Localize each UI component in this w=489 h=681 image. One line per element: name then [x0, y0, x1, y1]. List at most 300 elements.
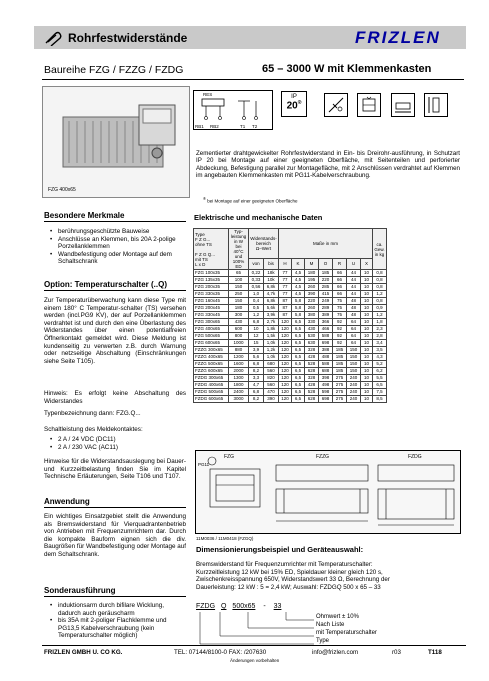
table-cell: 488 [319, 354, 333, 361]
code-legend [316, 613, 377, 645]
table-cell: 150 [347, 368, 361, 375]
data-table [193, 228, 387, 403]
schematic-label: RES [203, 92, 213, 97]
table-cell: 10 [361, 382, 373, 389]
design-note: Hinweise für die Widerstandsauslegung bei Dauer- und Kurzzeitbelastung finden Sie im Kapitel Technische Erläuterungen, Seite T106 und T107. [44, 458, 186, 481]
table-cell: 300 [229, 312, 249, 319]
table-cell: 1000 [229, 340, 249, 347]
table-cell: 6,8 [249, 361, 264, 368]
table-cell: 5,6k [264, 305, 279, 312]
code-ohm: 33 [273, 603, 282, 610]
table-cell: 6,5 [292, 389, 305, 396]
wall-mount-icon [357, 93, 381, 117]
table-cell: 8,2 [249, 368, 264, 375]
ip-rating-badge [281, 91, 307, 117]
table-cell: 10 [249, 326, 264, 333]
table-cell: FZDG 300x65 [194, 375, 229, 382]
mounting-icon [324, 93, 348, 117]
table-cell: 185 [333, 368, 347, 375]
table-cell: 6,5 [373, 382, 387, 389]
legend-type: Type [316, 638, 330, 644]
table-cell: 2,8 [373, 333, 387, 340]
table-cell: 92 [333, 326, 347, 333]
special-title: Sonderausführung [44, 586, 116, 595]
table-cell: 48 [347, 312, 361, 319]
table-cell: 77 [279, 270, 292, 277]
divider [42, 645, 466, 646]
table-cell: 92 [333, 340, 347, 347]
table-cell: 328 [305, 347, 319, 354]
features-title: Besondere Merkmale [44, 211, 125, 220]
table-row [194, 354, 387, 361]
table-cell: 6,5 [292, 368, 305, 375]
table-cell: 600 [229, 326, 249, 333]
order-code [196, 603, 281, 610]
table-cell: 87 [279, 305, 292, 312]
table-cell: 220 [319, 277, 333, 284]
terminal-t1: T1 [240, 124, 246, 129]
flat-mount-icon [391, 93, 415, 117]
table-cell: 12 [249, 333, 264, 340]
table-cell: 240 [347, 396, 361, 403]
table-cell: 150 [347, 354, 361, 361]
table-cell: 275 [333, 396, 347, 403]
table-cell: 10 [361, 312, 373, 319]
col-power: Typ- leistung in W bei 40°C und 100% ED [229, 229, 249, 270]
ip-mark: ® [297, 100, 302, 106]
table-row [194, 312, 387, 319]
code-dash: - [263, 603, 266, 610]
table-cell: 10 [361, 396, 373, 403]
table-cell: 10 [361, 319, 373, 326]
table-cell: 10 [361, 368, 373, 375]
table-cell: 1,2 [249, 312, 264, 319]
table-cell: 1,0 [249, 291, 264, 298]
table-cell: 240 [347, 382, 361, 389]
features-list [48, 228, 188, 266]
table-cell: 185 [333, 347, 347, 354]
table-cell: 0,4 [249, 298, 264, 305]
legend-ohm: Ohmwert ± 10% [316, 614, 359, 620]
table-cell: 5,6 [249, 354, 264, 361]
table-cell: 120 [279, 389, 292, 396]
table-cell: 10 [361, 340, 373, 347]
table-cell: FZG 300x65 [194, 319, 229, 326]
table-cell: 698 [319, 340, 333, 347]
table-cell: 430 [229, 319, 249, 326]
table-cell: 66 [333, 277, 347, 284]
switch-title: Schaltleistung des Meldekontaktes: [44, 426, 143, 433]
footer-page: T118 [428, 649, 442, 656]
drawing-label-fzzg: FZZG [316, 454, 330, 460]
legend-ts: mit Temperaturschalter [316, 630, 377, 636]
table-cell: FZZG 400x65 [194, 354, 229, 361]
photo-caption: FZG 400x65 [48, 187, 76, 193]
table-cell: FZZG 500x65 [194, 361, 229, 368]
table-cell: 630 [305, 340, 319, 347]
table-cell: 6,5 [292, 361, 305, 368]
col-x: X [361, 258, 373, 269]
col-u: U [347, 258, 361, 269]
table-cell: 1300 [229, 375, 249, 382]
table-cell: 44 [347, 277, 361, 284]
table-cell: 18k [264, 270, 279, 277]
table-cell: 10 [361, 298, 373, 305]
table-cell: 6,5 [292, 326, 305, 333]
table-cell: FZG 100x35 [194, 270, 229, 277]
table-cell: 6,8k [264, 284, 279, 291]
clip-icon [42, 29, 62, 46]
table-cell: 120 [279, 319, 292, 326]
table-cell: 820 [264, 375, 279, 382]
table-cell: 3,4 [373, 340, 387, 347]
table-cell: 65 [229, 270, 249, 277]
table-cell: 470 [264, 389, 279, 396]
table-row [194, 326, 387, 333]
table-row [194, 382, 387, 389]
divider [44, 290, 186, 291]
table-cell: 44 [347, 284, 361, 291]
table-cell: 10 [361, 305, 373, 312]
table-cell: 1800 [229, 382, 249, 389]
table-cell: 120 [279, 361, 292, 368]
table-cell: 560 [264, 382, 279, 389]
table-cell: 77 [279, 291, 292, 298]
col-bis: bis [264, 258, 279, 269]
table-cell: 150 [347, 361, 361, 368]
table-cell: 10 [361, 354, 373, 361]
col-weight: ca. Gew. in kg [373, 229, 387, 270]
table-cell: 240 [347, 375, 361, 382]
table-cell: 6,5 [292, 333, 305, 340]
table-row [194, 396, 387, 403]
divider [44, 507, 186, 508]
table-cell: 428 [305, 354, 319, 361]
table-cell: 598 [319, 389, 333, 396]
table-cell: FZG 600x65 [194, 340, 229, 347]
table-row [194, 361, 387, 368]
table-cell: 260 [305, 305, 319, 312]
table-cell: 398 [319, 375, 333, 382]
list-item: • bis 35A mit 2-poliger Flachklemme und PG13,5 Kabelverschraubung (kein Temperaturschalter möglich) [48, 617, 188, 640]
col-type: Type F Z G... ohne TS F Z G Q... mit TS L x D [194, 229, 229, 270]
table-cell: FZG 200x35 [194, 284, 229, 291]
table-cell: 3,3 [249, 375, 264, 382]
example-line: Bremswiderstand für Frequenzumrichter mit Temperaturschalter: [196, 561, 373, 568]
table-cell: 5,8 [292, 312, 305, 319]
table-cell: 185 [319, 270, 333, 277]
col-von: von [249, 258, 264, 269]
brand-logo: FRIZLEN [355, 28, 441, 47]
product-photo [42, 86, 190, 198]
table-row [194, 270, 387, 277]
special-list [48, 602, 188, 640]
legend-list: Nach Liste [316, 622, 345, 628]
table-cell: 92 [333, 333, 347, 340]
col-dims: Maße in mm [279, 229, 373, 259]
table-cell: 428 [305, 382, 319, 389]
table-cell: 10 [361, 361, 373, 368]
table-cell: FZZG 300x65 [194, 347, 229, 354]
ip-value: 20 [286, 100, 298, 112]
table-cell: FZG 330x45 [194, 312, 229, 319]
table-cell: 5,8 [292, 305, 305, 312]
table-cell: 8,5 [373, 396, 387, 403]
table-cell: FZG 400x65 [194, 326, 229, 333]
table-cell: 92 [333, 319, 347, 326]
table-cell: 275 [333, 375, 347, 382]
table-cell: 6,8 [249, 319, 264, 326]
resistor-illustration [43, 87, 189, 197]
example-line: Zwischenkreisspannung 650V, Widerstandswert 33 Ω, Berechnung der [196, 576, 390, 584]
table-row [194, 368, 387, 375]
terminal-rb2: RB2 [210, 124, 219, 129]
table-cell: 1,2 [373, 312, 387, 319]
option-title: Option: Temperaturschalter (..Q) [44, 280, 167, 289]
table-cell: 7,5 [373, 389, 387, 396]
table-cell: 44 [347, 291, 361, 298]
table-cell: 528 [305, 389, 319, 396]
table-cell: 10 [361, 333, 373, 340]
intro-footnote: ® bei Montage auf einer geeigneten Oberfläche [203, 196, 298, 204]
table-cell: 10 [361, 277, 373, 284]
table-cell: 1600 [229, 361, 249, 368]
table-cell: 5,8 [292, 298, 305, 305]
page-title: Rohrfestwiderstände [68, 31, 188, 45]
table-row [194, 347, 387, 354]
terminal-t2: T2 [252, 124, 258, 129]
table-cell: 380 [305, 312, 319, 319]
table-cell: 275 [333, 382, 347, 389]
footer-tel: TEL: 07144/8100-0 FAX: /207630 [174, 649, 267, 656]
table-title: Elektrische und mechanische Daten [194, 213, 323, 222]
table-cell: FZG 160x45 [194, 298, 229, 305]
footer-changes: Änderungen vorbehalten [230, 658, 280, 663]
table-cell: 389 [319, 312, 333, 319]
table-cell: 250 [229, 291, 249, 298]
table-cell: 64 [347, 326, 361, 333]
table-cell: 10 [361, 375, 373, 382]
table-cell: 10 [361, 291, 373, 298]
table-row [194, 291, 387, 298]
table-cell: 150 [229, 284, 249, 291]
table-cell: 150 [229, 298, 249, 305]
col-r: R [333, 258, 347, 269]
terminal-rb1: RB1 [195, 124, 204, 129]
table-cell: 390 [305, 291, 319, 298]
table-cell: 1,0k [264, 354, 279, 361]
footer-mail[interactable]: info@frizlen.com [312, 649, 359, 656]
table-cell: 415 [319, 291, 333, 298]
table-cell: 680 [264, 361, 279, 368]
table-cell: FZG 500x65 [194, 333, 229, 340]
table-row [194, 389, 387, 396]
col-o: O [319, 258, 333, 269]
table-cell: 366 [319, 319, 333, 326]
table-cell: 5,2 [373, 361, 387, 368]
col-m: M [305, 258, 319, 269]
list-item: • berührungsgeschützte Bauweise [48, 228, 188, 236]
col-range: Widerstands- bereich Ω–Wert [249, 229, 279, 259]
table-cell: 6,5 [292, 340, 305, 347]
table-cell: 10 [361, 326, 373, 333]
table-cell: 698 [319, 396, 333, 403]
table-cell: 588 [319, 333, 333, 340]
table-cell: 4,5 [292, 277, 305, 284]
table-row [194, 305, 387, 312]
col-k: K [292, 258, 305, 269]
table-cell: 66 [333, 284, 347, 291]
table-cell: 8,2 [249, 396, 264, 403]
code-size: 500x65 [232, 603, 256, 610]
table-cell: 466 [319, 326, 333, 333]
table-cell: 87 [279, 312, 292, 319]
table-body [194, 270, 387, 403]
col-h: H [279, 258, 292, 269]
table-cell: 120 [279, 354, 292, 361]
table-cell: 185 [333, 354, 347, 361]
table-cell: 1,5k [264, 333, 279, 340]
list-item: • induktionsarm durch bifilare Wicklung, dadurch auch geräuscharm [48, 602, 188, 617]
table-cell: 0,9 [373, 305, 387, 312]
table-cell: 3,9k [264, 312, 279, 319]
table-cell: 66 [333, 291, 347, 298]
table-cell: 588 [319, 361, 333, 368]
power-range: 65 – 3000 W mit Klemmenkasten [262, 63, 432, 75]
table-cell: 528 [305, 361, 319, 368]
table-cell: 120 [279, 347, 292, 354]
table-cell: 4,5 [292, 291, 305, 298]
drawing-pg-label: PG11 [198, 462, 210, 467]
table-cell: 4,3 [373, 354, 387, 361]
table-cell: 10 [361, 347, 373, 354]
example-line: Dauerleistung: 12 kW : 5 = 2,4 kW; Auswahl: FZDGQ 500 x 65 – 33 [196, 583, 381, 591]
table-cell: 800 [229, 333, 249, 340]
table-cell: 390 [264, 396, 279, 403]
table-cell: 10 [361, 270, 373, 277]
list-item: • 2 A / 24 VDC (DC11) [48, 436, 188, 444]
divider [44, 221, 186, 222]
table-cell: FZG 330x35 [194, 291, 229, 298]
table-cell: FZG 200x45 [194, 305, 229, 312]
divider [44, 596, 186, 597]
table-cell: 430 [305, 326, 319, 333]
table-cell: 388 [319, 347, 333, 354]
application-title: Anwendung [44, 497, 90, 506]
table-cell: 77 [279, 284, 292, 291]
table-cell: 275 [333, 389, 347, 396]
table-cell: 0,8 [373, 270, 387, 277]
table-cell: 6,5 [292, 319, 305, 326]
table-row [194, 298, 387, 305]
table-cell: 10 [361, 389, 373, 396]
table-cell: 64 [347, 319, 361, 326]
table-cell: 0,8 [373, 298, 387, 305]
list-item: • Wandbefestigung oder Montage auf dem Schaltschrank [48, 251, 188, 266]
dimension-drawing [196, 451, 460, 533]
table-cell: 2400 [229, 389, 249, 396]
table-cell: 180 [229, 305, 249, 312]
table-cell: FZZG 600x65 [194, 368, 229, 375]
table-cell: 0,22 [249, 270, 264, 277]
table-cell: 10 [361, 284, 373, 291]
table-cell: 120 [279, 368, 292, 375]
series-title: Baureihe FZG / FZZG / FZDG [44, 64, 184, 76]
table-cell: 15 [249, 340, 264, 347]
drawing-label-fzg: FZG [224, 454, 234, 460]
example-title: Dimensionierungsbeispiel und Geräteauswahl: [196, 545, 364, 554]
table-cell: 66 [333, 270, 347, 277]
table-cell: 120 [279, 326, 292, 333]
table-row [194, 277, 387, 284]
code-leader-lines [196, 610, 316, 650]
table-cell: FZDG 400x65 [194, 382, 229, 389]
option-hint: Hinweis: Es erfolgt keine Abschaltung des Widerstandes [44, 390, 186, 405]
table-cell: 6,8 [249, 389, 264, 396]
table-cell: 0,8 [373, 284, 387, 291]
application-text: Ein wichtiges Einsatzgebiet stellt die Anwendung als Bremswiderstand für Vierquadrantenbetrieb von Antrieben mit Frequenzumrichtern dar. Durch die kompakte Bauform eignen sich die div. Baugrößen für Wandbefestigung oder Montage auf dem Schaltschrank. [44, 513, 186, 558]
table-cell: 328 [305, 375, 319, 382]
table-cell: 1,0k [264, 340, 279, 347]
table-cell: 2000 [229, 368, 249, 375]
table-cell: 64 [347, 333, 361, 340]
table-cell: 48 [347, 298, 361, 305]
table-cell: 1200 [229, 354, 249, 361]
divider [42, 79, 464, 80]
drawing-label-fzdg: FZDG [408, 454, 422, 460]
table-cell: 0,5 [249, 305, 264, 312]
table-cell: 0,56 [249, 284, 264, 291]
table-cell: 240 [347, 389, 361, 396]
table-cell: 120 [279, 333, 292, 340]
table-cell: FZDG 600x65 [194, 396, 229, 403]
footer-rev: r03 [392, 649, 401, 656]
ip-label: IP [291, 94, 297, 100]
table-cell: 628 [305, 368, 319, 375]
vertical-mount-icon [424, 93, 448, 117]
option-text: Zur Temperaturüberwachung kann diese Type mit einem 180° C Temperatur-schalter (TS) versehen werden (incl.PG9 KV), der auf Porzellanklemmen verdrahtet ist und durch den eine Überlastung des Widerstandes über einen potentialfreien Öffnerkontakt gemeldet wird. Diese Meldung ist kundenseitig zu verwerten z.B. durch Warnung oder netzseitige Abschaltung (Einschränkungen siehe Seite T105). [44, 297, 186, 365]
table-cell: FZDG 500x65 [194, 389, 229, 396]
table-cell: 75 [333, 298, 347, 305]
table-cell: 2,3 [373, 326, 387, 333]
table-cell: 3,9 [249, 347, 264, 354]
table-cell: 75 [333, 305, 347, 312]
table-cell: 75 [333, 312, 347, 319]
table-cell: 6,5 [292, 375, 305, 382]
intro-text: Zementierter drahtgewickelter Rohrfestwiderstand in Ein- bis Dreirohr-ausführung, in Schutzart IP 20 bei Montage auf einer geeigneten Oberfläche, mit Seitenteilen und perforierter Abdeckung, Befestigung parallel zur Montagefläche, mit 2 Anschlüssen verdrahtet auf Klemmen im angebauten Klemmenkasten mit PG11-Kabelverschraubung. [196, 150, 460, 180]
table-cell: 4,7 [249, 382, 264, 389]
table-cell: 1,2k [264, 347, 279, 354]
table-cell: 120 [279, 382, 292, 389]
table-cell: 880 [229, 347, 249, 354]
example-line: Kurzzeitleistung 12 kW bei 15% ED, Spieldauer kleiner gleich 120 s, [196, 568, 383, 576]
table-cell: 6,2 [373, 368, 387, 375]
table-cell: 0,8 [373, 277, 387, 284]
option-typedesc: Typenbezeichnung dann: FZG.Q... [44, 410, 141, 417]
table-cell: 44 [347, 270, 361, 277]
intro-note: bei Montage auf einer geeigneten Oberfläche [207, 198, 298, 204]
example-text [196, 561, 464, 591]
table-cell: 64 [347, 340, 361, 347]
table-cell: FZG 135x35 [194, 277, 229, 284]
table-cell: 1,2 [373, 291, 387, 298]
table-cell: 220 [305, 298, 319, 305]
dimension-drawings [195, 450, 461, 534]
table-cell: 289 [319, 305, 333, 312]
table-cell: 530 [305, 333, 319, 340]
table-cell: 6,8k [264, 298, 279, 305]
table-cell: 120 [279, 340, 292, 347]
